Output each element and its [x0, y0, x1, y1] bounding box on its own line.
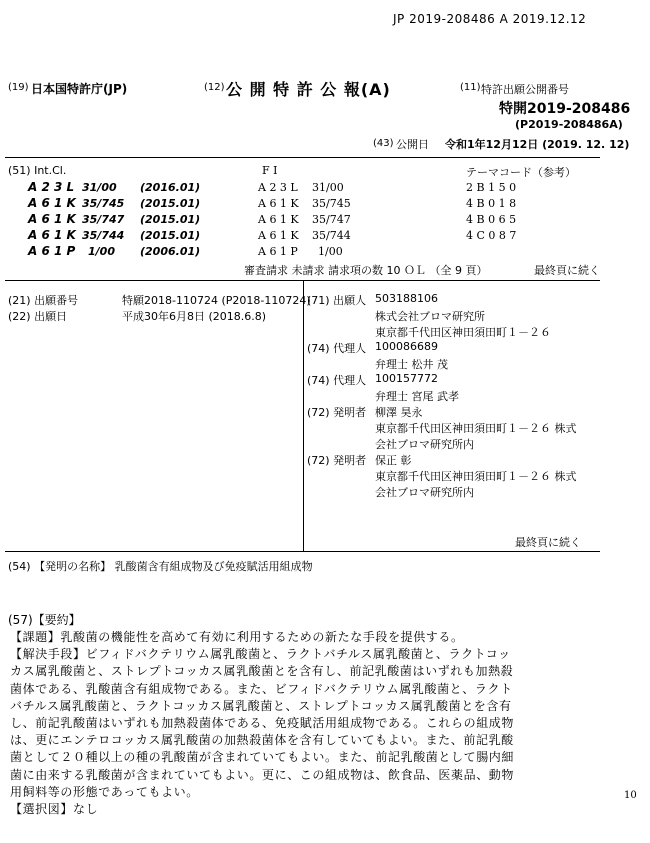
examination-status: 審査請求 未請求 請求項の数 10 ＯＬ （全 9 頁）: [244, 264, 488, 277]
class-symbol: A 6 1 K: [28, 212, 76, 226]
fi-code: 35/747: [312, 213, 351, 226]
pubno-label: 特許出願公開番号: [481, 83, 569, 96]
fi-code: 31/00: [312, 181, 344, 194]
fi-symbol: A 6 1 K: [258, 229, 299, 242]
inventor-name: 柳澤 昊永: [375, 406, 423, 419]
filing-date-label: (22) 出願日: [8, 310, 68, 323]
fi-code: 35/744: [312, 229, 351, 242]
abstract-heading: (57)【要約】: [8, 613, 81, 627]
abstract-line: 菌として２０種以上の種の乳酸菌が含まれていてもよい。また、前記乳酸菌として腸内細: [10, 750, 515, 765]
theme-code: 4 B 0 1 8: [466, 197, 517, 210]
office-code: (19): [8, 82, 29, 93]
theme-code: 4 B 0 6 5: [466, 213, 517, 226]
pubno-value: 特開2019-208486: [499, 101, 631, 117]
abstract-body: [10, 629, 600, 818]
application-number: 特願2018-110724 (P2018-110724): [122, 294, 311, 307]
applicant-address: 東京都千代田区神田須田町１－２６: [375, 326, 551, 339]
abstract-line: 菌体である、乳酸菌含有組成物である。また、ビフィドバクテリウム属乳酸菌と、ラクト: [10, 681, 513, 696]
class-symbol: A 6 1 K: [28, 228, 76, 242]
class-date: (2015.01): [140, 197, 201, 210]
abstract-line: 【解決手段】ビフィドバクテリウム属乳酸菌と、ラクトバチルス属乳酸菌と、ラクトコッ: [10, 647, 511, 662]
inventor-name: 保正 彰: [375, 454, 412, 467]
continued-note: 最終頁に続く: [515, 536, 581, 549]
fi-symbol: A 2 3 L: [258, 181, 298, 194]
office-name: 日本国特許庁(JP): [31, 82, 128, 96]
agent-id: 100157772: [375, 372, 438, 385]
applicant-name: 株式会社ブロマ研究所: [375, 310, 485, 323]
fi-label: F I: [262, 164, 278, 177]
class-date: (2015.01): [140, 213, 201, 226]
abstract-line: バチルス属乳酸菌と、ラクトコッカス属乳酸菌と、ストレプトコッカス属乳酸菌とを含有: [10, 698, 512, 713]
inventor-label: (72) 発明者: [307, 454, 367, 467]
themecode-label: テーマコード（参考）: [466, 166, 576, 179]
class-symbol: A 6 1 K: [28, 196, 76, 210]
applicant-id: 503188106: [375, 292, 438, 305]
margin-line-number: 10: [624, 790, 637, 801]
continued-note: 最終頁に続く: [534, 264, 600, 277]
publication-kind: 公 開 特 許 公 報(A): [226, 80, 391, 99]
inventor-address: 東京都千代田区神田須田町１－２６ 株式: [375, 422, 577, 435]
class-code: 35/745: [82, 197, 125, 210]
class-date: (2016.01): [140, 181, 201, 194]
table-divider: [303, 281, 304, 551]
filing-date: 平成30年6月8日 (2018.6.8): [122, 310, 267, 323]
intcl-label: (51) Int.Cl.: [8, 164, 67, 177]
abstract-line: カス属乳酸菌と、ストレプトコッカス属乳酸菌とを含有し、前記乳酸菌はいずれも加熱殺: [10, 664, 514, 679]
fi-code: 35/745: [312, 197, 351, 210]
header-rule: [5, 157, 600, 158]
abstract-line: 【課題】乳酸菌の機能性を高めて有効に利用するための新たな手段を提供する。: [10, 630, 464, 644]
application-number-label: (21) 出願番号: [8, 294, 79, 307]
pubdate-label: 公開日: [396, 138, 429, 151]
class-code: 1/00: [88, 245, 115, 258]
agent-id: 100086689: [375, 340, 438, 353]
theme-code: 2 B 1 5 0: [466, 181, 517, 194]
class-symbol: A 2 3 L: [28, 180, 75, 194]
abstract-line: 用飼料等の形態であってもよい。: [10, 784, 199, 799]
class-date: (2006.01): [140, 245, 201, 258]
abstract-line: 菌に由来する乳酸菌が含まれていてもよい。更に、この組成物は、飲食品、医薬品、動物: [10, 767, 515, 782]
abstract-line: し、前記乳酸菌はいずれも加熱殺菌体である、免疫賦活用組成物である。これらの組成物: [10, 716, 515, 731]
abstract-line: は、更にエンテロコッカス属乳酸菌の加熱殺菌体を含有していてもよい。また、前記乳酸: [10, 733, 514, 748]
fi-symbol: A 6 1 K: [258, 213, 299, 226]
theme-code: 4 C 0 8 7: [466, 229, 517, 242]
class-code: 35/747: [82, 213, 125, 226]
publication-id: JP 2019-208486 A 2019.12.12: [393, 12, 587, 26]
inventor-label: (72) 発明者: [307, 406, 367, 419]
fi-code: 1/00: [318, 245, 343, 258]
kind-code: (12): [204, 82, 225, 93]
inventor-address: 会社ブロマ研究所内: [375, 486, 474, 499]
agent-label: (74) 代理人: [307, 342, 367, 355]
table-bottom-rule: [5, 551, 600, 552]
class-symbol: A 6 1 P: [28, 244, 76, 258]
inventor-address: 東京都千代田区神田須田町１－２６ 株式: [375, 470, 577, 483]
pubdate-value: 令和1年12月12日 (2019. 12. 12): [445, 138, 630, 151]
invention-title: (54) 【発明の名称】 乳酸菌含有組成物及び免疫賦活用組成物: [8, 560, 313, 573]
abstract-line: 【選択図】なし: [10, 802, 99, 817]
class-date: (2015.01): [140, 229, 201, 242]
agent-label: (74) 代理人: [307, 374, 367, 387]
pubno-alt: (P2019-208486A): [515, 118, 623, 131]
pubdate-code: (43): [373, 138, 394, 149]
pubno-code: (11): [460, 82, 481, 93]
class-code: 31/00: [82, 181, 117, 194]
class-code: 35/744: [82, 229, 125, 242]
agent-name: 弁理士 宮尾 武孝: [375, 390, 459, 403]
agent-name: 弁理士 松井 茂: [375, 358, 448, 371]
fi-symbol: A 6 1 P: [258, 245, 298, 258]
inventor-address: 会社ブロマ研究所内: [375, 438, 474, 451]
fi-symbol: A 6 1 K: [258, 197, 299, 210]
applicant-label: (71) 出願人: [307, 294, 367, 307]
